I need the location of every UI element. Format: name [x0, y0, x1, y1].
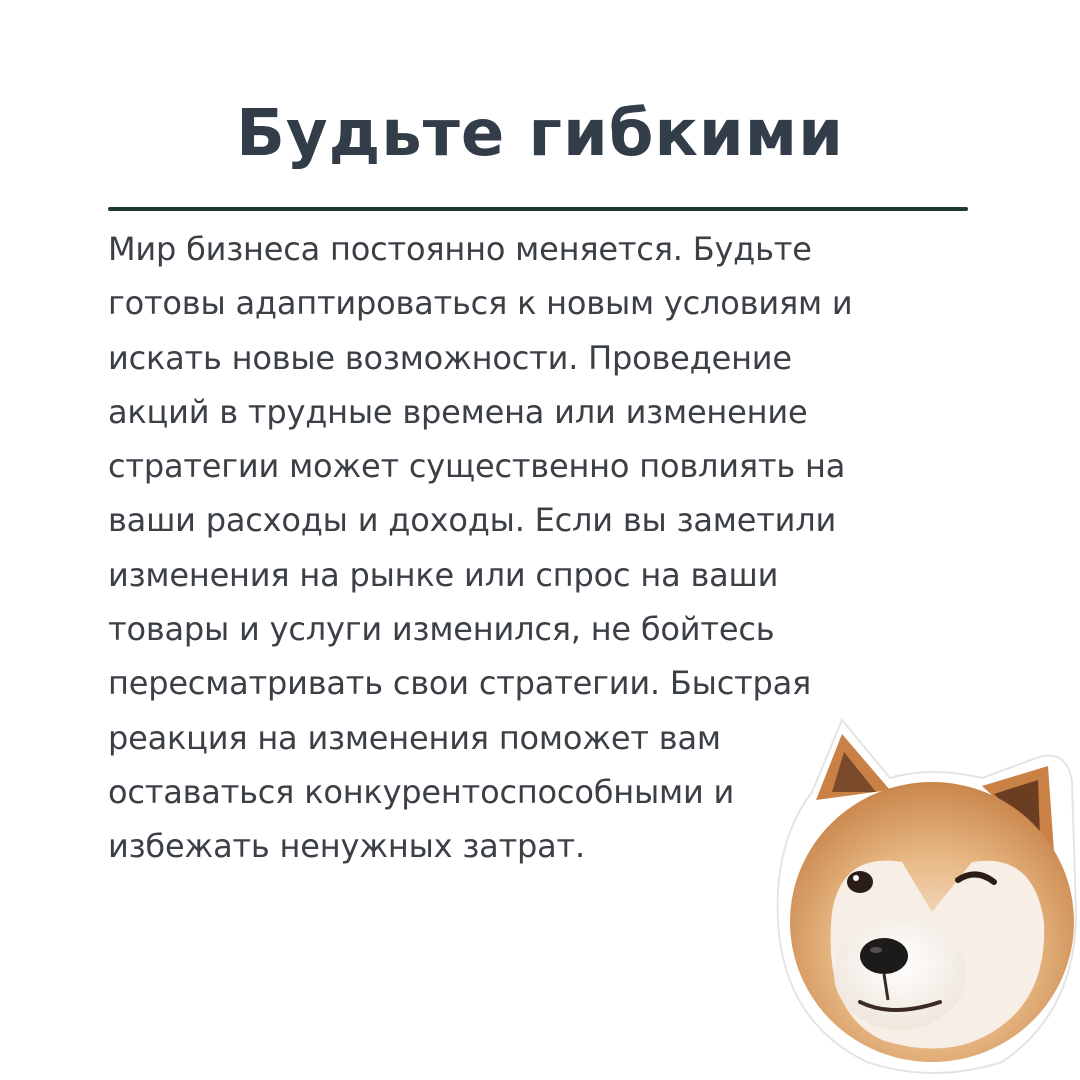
body-line: Мир бизнеса постоянно меняется. Будьте — [108, 230, 812, 268]
body-line: стратегии может существенно повлиять на — [108, 447, 846, 486]
body-line: акций в трудные времена или изменение — [108, 392, 808, 431]
shiba-dog-sticker-icon — [772, 712, 1080, 1080]
body-line: изменения на рынке или спрос на ваши — [108, 555, 779, 594]
body-line: готовы адаптироваться к новым условиям и — [108, 284, 853, 323]
title-divider — [108, 207, 968, 211]
body-line: ваши расходы и доходы. Если вы заметили — [108, 501, 837, 540]
body-line: реакция на изменения поможет вам — [108, 718, 721, 757]
body-line: оставаться конкурентоспособными и — [108, 772, 735, 811]
body-line: искать новые возможности. Проведение — [108, 338, 792, 377]
body-line: избежать ненужных затрат. — [108, 827, 585, 866]
body-line: товары и услуги изменился, не бойтесь — [108, 610, 775, 649]
page-title: Будьте гибкими — [236, 97, 844, 171]
body-line: пересматривать свои стратегии. Быстрая — [108, 664, 812, 703]
